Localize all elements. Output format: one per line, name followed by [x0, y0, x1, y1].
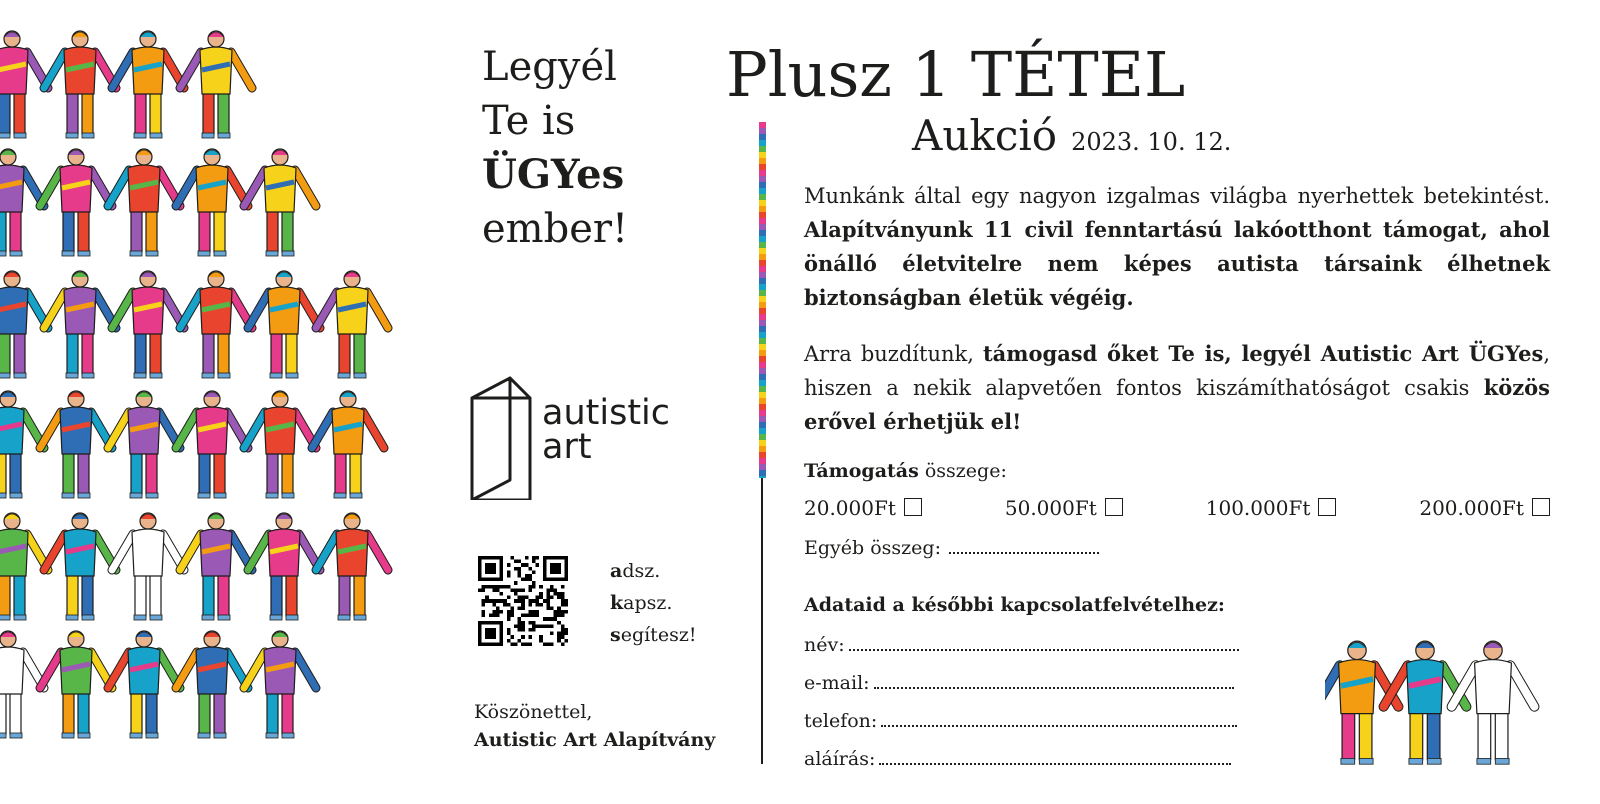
thanks-signoff [474, 698, 715, 754]
contact-section-title: Adataid a későbbi kapcsolatfelvételhez: [804, 594, 1225, 616]
person-figure [40, 391, 112, 498]
auction-label: Aukció [912, 111, 1058, 160]
qr-word-2: kapsz. [610, 592, 673, 614]
slogan-line-1: Legyél [482, 44, 617, 90]
slogan-line-4: ember! [482, 206, 629, 252]
person-figure [176, 631, 248, 738]
autistic-art-logo [470, 376, 730, 500]
phone-field[interactable]: telefon: [804, 710, 1237, 732]
person-figure [40, 149, 112, 256]
person-figure [244, 391, 316, 498]
other-amount-field[interactable]: Egyéb összeg: [804, 537, 1099, 559]
person-figure [40, 631, 112, 738]
person-figure [112, 271, 184, 378]
email-field[interactable]: e-mail: [804, 672, 1234, 694]
appeal-paragraph: Arra buzdítunk, támogasd őket Te is, legyél Autistic Art ÜGYes, hiszen a nekik alapvetően fontos kiszámíthatóságot csakis közös erővel érhetjük el! [804, 341, 1550, 434]
auction-heading [912, 108, 1231, 170]
intro-paragraph: Munkánk által egy nagyon izgalmas világba nyerhettek betekintést. Alapítványunk 11 civil fenntartású lakóotthont támogat, ahol önálló életvitelre nem képes autista társaink élhetnek biztonságban életük végéig. [804, 184, 1550, 310]
small-people-illustration [1325, 636, 1555, 776]
divider-line [761, 478, 763, 764]
person-figure [176, 149, 248, 256]
email-input-line[interactable] [874, 686, 1234, 689]
person-figure [108, 149, 180, 256]
person-figure [108, 631, 180, 738]
person-figure [180, 513, 252, 620]
person-figure [316, 271, 388, 378]
logo-word-autistic: autistic [542, 393, 671, 433]
amount-option-100000[interactable]: 100.000Ft [1206, 496, 1337, 520]
name-field[interactable]: név: [804, 634, 1239, 656]
person-figure [0, 513, 48, 620]
person-figure [316, 513, 388, 620]
phone-input-line[interactable] [881, 724, 1237, 727]
person-figure [244, 149, 316, 256]
qr-slogan [610, 555, 696, 651]
person-figure [180, 31, 252, 138]
amount-checkbox[interactable] [904, 498, 922, 516]
person-figure [176, 391, 248, 498]
person-figure [44, 31, 116, 138]
person-figure [248, 271, 320, 378]
foundation-name: Autistic Art Alapítvány [474, 729, 716, 751]
page-title: Plusz 1 TÉTEL [726, 38, 1186, 111]
slogan [482, 40, 628, 256]
person-figure [44, 513, 116, 620]
colorful-divider [759, 122, 766, 478]
amount-option-200000[interactable]: 200.000Ft [1419, 496, 1550, 520]
person-figure [0, 271, 48, 378]
amount-options [804, 496, 1550, 520]
qr-word-1: adsz. [610, 560, 661, 582]
person-figure [0, 31, 48, 138]
person-figure [44, 271, 116, 378]
people-chain-illustration [0, 0, 440, 800]
person-figure [244, 631, 316, 738]
person-figure [180, 271, 252, 378]
amount-checkbox[interactable] [1318, 498, 1336, 516]
person-figure [112, 513, 184, 620]
slogan-line-2: Te is [482, 98, 576, 144]
support-amount-label: Támogatás összege: [804, 460, 1007, 482]
other-amount-line[interactable] [949, 551, 1099, 554]
slogan-line-3: ÜGYes [482, 151, 625, 198]
person-figure [312, 391, 384, 498]
qr-word-3: segítesz! [610, 624, 697, 646]
amount-checkbox[interactable] [1532, 498, 1550, 516]
amount-option-50000[interactable]: 50.000Ft [1005, 496, 1123, 520]
thanks-line: Köszönettel, [474, 701, 593, 723]
name-input-line[interactable] [849, 648, 1239, 651]
logo-word-art: art [542, 427, 592, 467]
signature-field[interactable]: aláírás: [804, 748, 1231, 770]
person-figure [108, 391, 180, 498]
signature-input-line[interactable] [879, 762, 1231, 765]
auction-date: 2023. 10. 12. [1071, 128, 1232, 156]
amount-checkbox[interactable] [1105, 498, 1123, 516]
amount-option-20000[interactable]: 20.000Ft [804, 496, 922, 520]
person-figure [112, 31, 184, 138]
person-figure [248, 513, 320, 620]
qr-code[interactable] [478, 556, 568, 646]
